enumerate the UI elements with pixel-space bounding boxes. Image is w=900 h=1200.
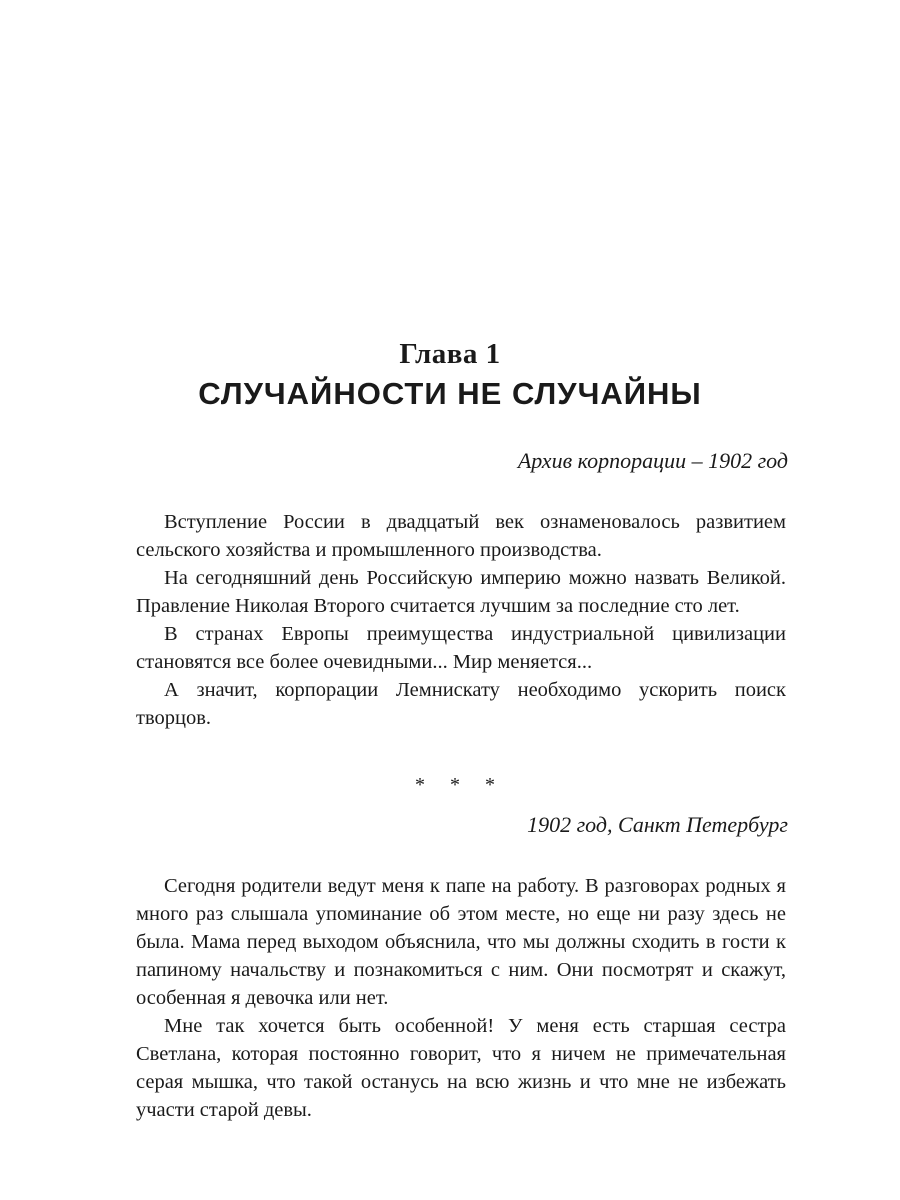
paragraph: А значит, корпорации Лемнискату необходимо ускорить поиск творцов. (136, 679, 786, 729)
section-separator: * * * (415, 774, 505, 796)
paragraph: Сегодня родители ведут меня к папе на работу. В разговорах родных я много раз слышала упоминание об этом месте, но еще ни разу здесь не была. Мама перед выходом объяснила, что мы должны сходить в гости к папиному начальству и познакомиться с ним. Они посмотрят и скажут, особенная я девочка или нет. (136, 875, 786, 1009)
paragraph: На сегодняшний день Российскую империю можно назвать Великой. Правление Николая Второго считается лучшим за последние сто лет. (136, 567, 786, 617)
section-1-dateline: Архив корпорации – 1902 год (517, 448, 788, 473)
paragraph: В странах Европы преимущества индустриальной цивилизации становятся все более очевидными... Мир меняется... (136, 623, 786, 673)
chapter-title: СЛУЧАЙНОСТИ НЕ СЛУЧАЙНЫ (198, 376, 702, 411)
chapter-number: Глава 1 (399, 338, 501, 370)
section-1-body (136, 508, 786, 732)
paragraph: Вступление России в двадцатый век ознаменовалось развитием сельского хозяйства и промышленного производства. (136, 511, 786, 561)
section-2-dateline: 1902 год, Санкт Петербург (527, 812, 788, 837)
section-2-body (136, 872, 786, 1124)
paragraph: Мне так хочется быть особенной! У меня есть старшая сестра Светлана, которая постоянно говорит, что я ничем не примечательная серая мышка, что такой останусь на всю жизнь и что мне не избежать участи старой девы. (136, 1015, 786, 1121)
